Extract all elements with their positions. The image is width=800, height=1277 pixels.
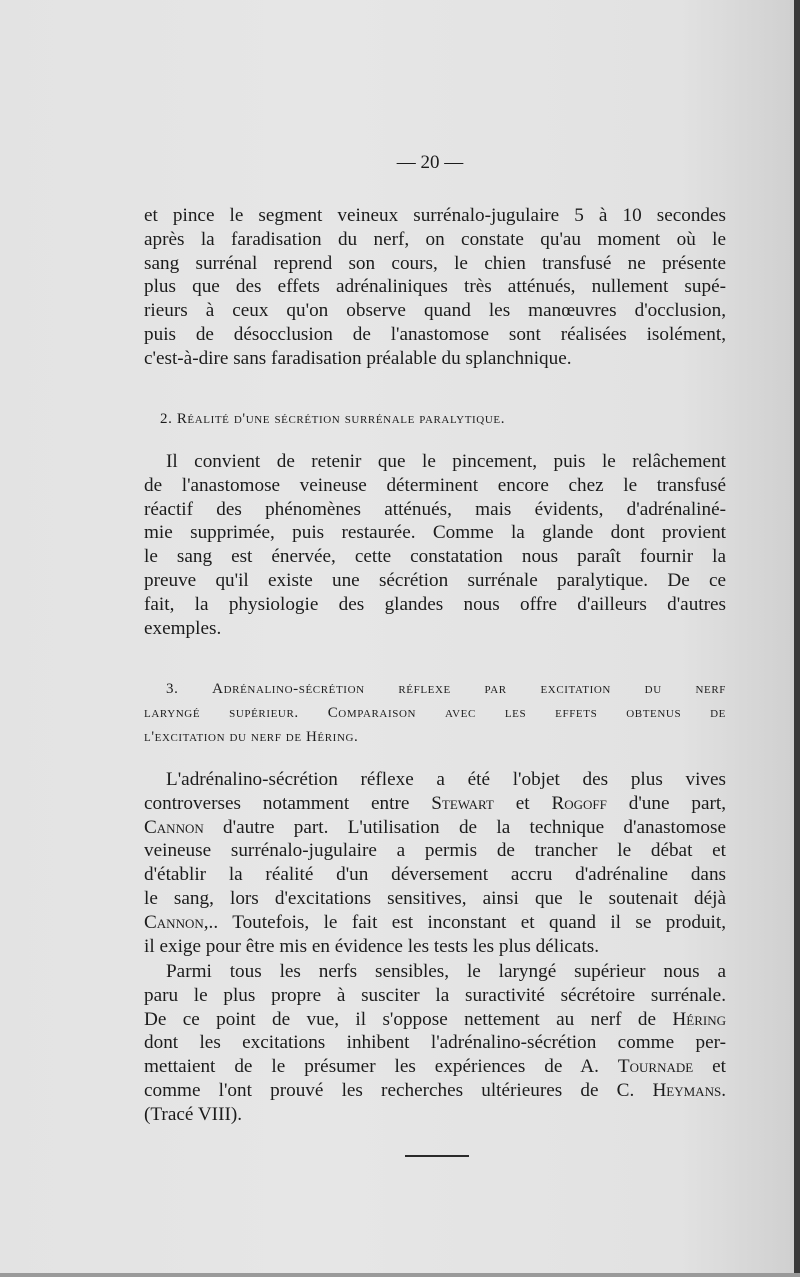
text-line: plus que des effets adrénaliniques très atténués, nullement supé- <box>144 276 726 298</box>
text-line: le sang, lors d'excitations sensitives, ainsi que le soutenait déjà <box>144 887 726 909</box>
section-title-part: Adrénalino-sécrétion réflexe par excitation du nerf <box>212 681 726 697</box>
text-line: fait, la physiologie des glandes nous offre d'ailleurs d'autres <box>144 593 726 615</box>
text-line: il exige pour être mis en évidence les tests les plus délicats. <box>144 935 600 957</box>
author-name: Héring <box>672 1008 726 1030</box>
author-name: Rogoff <box>551 792 607 814</box>
text-line: paru le plus propre à susciter la suractivité sécrétoire surrénale. <box>144 984 726 1006</box>
paragraph-paralytic-secretion <box>144 450 726 640</box>
paragraph-continuation <box>144 204 726 371</box>
text-line: réactif des phénomènes atténués, mais évidents, d'adrénaliné- <box>144 498 726 520</box>
section-title: Réalité d'une sécrétion surrénale paralytique. <box>176 411 506 427</box>
text-line: mie supprimée, puis restaurée. Comme la glande dont provient <box>144 522 726 544</box>
text-line: et pince le segment veineux surrénalo-jugulaire 5 à 10 secondes <box>144 205 726 226</box>
paragraph-reflex-secretion <box>144 768 726 958</box>
text-line: puis de désocclusion de l'anastomose sont réalisées isolément, <box>144 323 726 345</box>
heading-line: laryngé supérieur. Comparaison avec les effets obtenus de <box>144 704 726 721</box>
text-line: Il convient de retenir que le pincement, puis le relâchement <box>166 451 726 472</box>
text-line: de l'anastomose veineuse déterminent encore chez le transfusé <box>144 474 726 496</box>
text-line: mettaient de le présumer les expériences de A. Tournade et <box>144 1056 726 1078</box>
text-line: controverses notamment entre Stewart et Rogoff d'une part, <box>144 792 727 814</box>
paragraph-laryngeal-nerve <box>144 960 726 1127</box>
section-heading-3 <box>144 678 726 749</box>
author-name: Tournade <box>617 1056 694 1078</box>
text-line: Cannon d'autre part. L'utilisation de la technique d'anastomose <box>144 816 726 838</box>
text-line: Parmi tous les nerfs sensibles, le laryngé supérieur nous a <box>166 961 726 982</box>
section-number: 3. <box>166 681 179 697</box>
section-number: 2. <box>160 411 173 427</box>
text-line: L'adrénalino-sécrétion réflexe a été l'objet des plus vives <box>166 769 726 790</box>
text-line: le sang est énervée, cette constatation nous paraît fournir la <box>144 546 726 568</box>
text-line: preuve qu'il existe une sécrétion surrénale paralytique. De ce <box>144 569 726 591</box>
end-rule-divider <box>405 1155 469 1157</box>
text-line: veineuse surrénalo-jugulaire a permis de trancher le débat et <box>144 840 726 862</box>
section-heading-2 <box>160 408 742 432</box>
text-line: (Tracé VIII). <box>144 1103 243 1125</box>
text-line: après la faradisation du nerf, on constate qu'au moment où le <box>144 228 726 250</box>
author-name: Cannon <box>144 911 204 933</box>
page-number: — 20 — <box>396 152 464 173</box>
text-line: dont les excitations inhibent l'adrénalino-sécrétion comme per- <box>144 1032 726 1054</box>
heading-line: l'excitation du nerf de Héring. <box>144 728 359 745</box>
author-name: Stewart <box>431 792 494 814</box>
author-name: Cannon <box>144 816 204 838</box>
page-edge-shadow <box>794 0 800 1277</box>
text-line: De ce point de vue, il s'oppose nettement au nerf de Héring <box>144 1008 726 1030</box>
page-bottom-edge <box>0 1273 800 1277</box>
text-line: rieurs à ceux qu'on observe quand les manœuvres d'occlusion, <box>144 300 726 322</box>
heading-line <box>144 678 726 702</box>
text-line: exemples. <box>144 617 222 639</box>
text-line: c'est-à-dire sans faradisation préalable du splanchnique. <box>144 347 572 369</box>
text-line: comme l'ont prouvé les recherches ultérieures de C. Heymans. <box>144 1079 726 1101</box>
author-name: Heymans <box>652 1079 722 1101</box>
text-line: Cannon,.. Toutefois, le fait est inconstant et quand il se produit, <box>144 911 726 933</box>
text-line: sang surrénal reprend son cours, le chien transfusé ne présente <box>144 252 726 274</box>
text-line: d'établir la réalité d'un déversement accru d'adrénaline dans <box>144 864 726 886</box>
